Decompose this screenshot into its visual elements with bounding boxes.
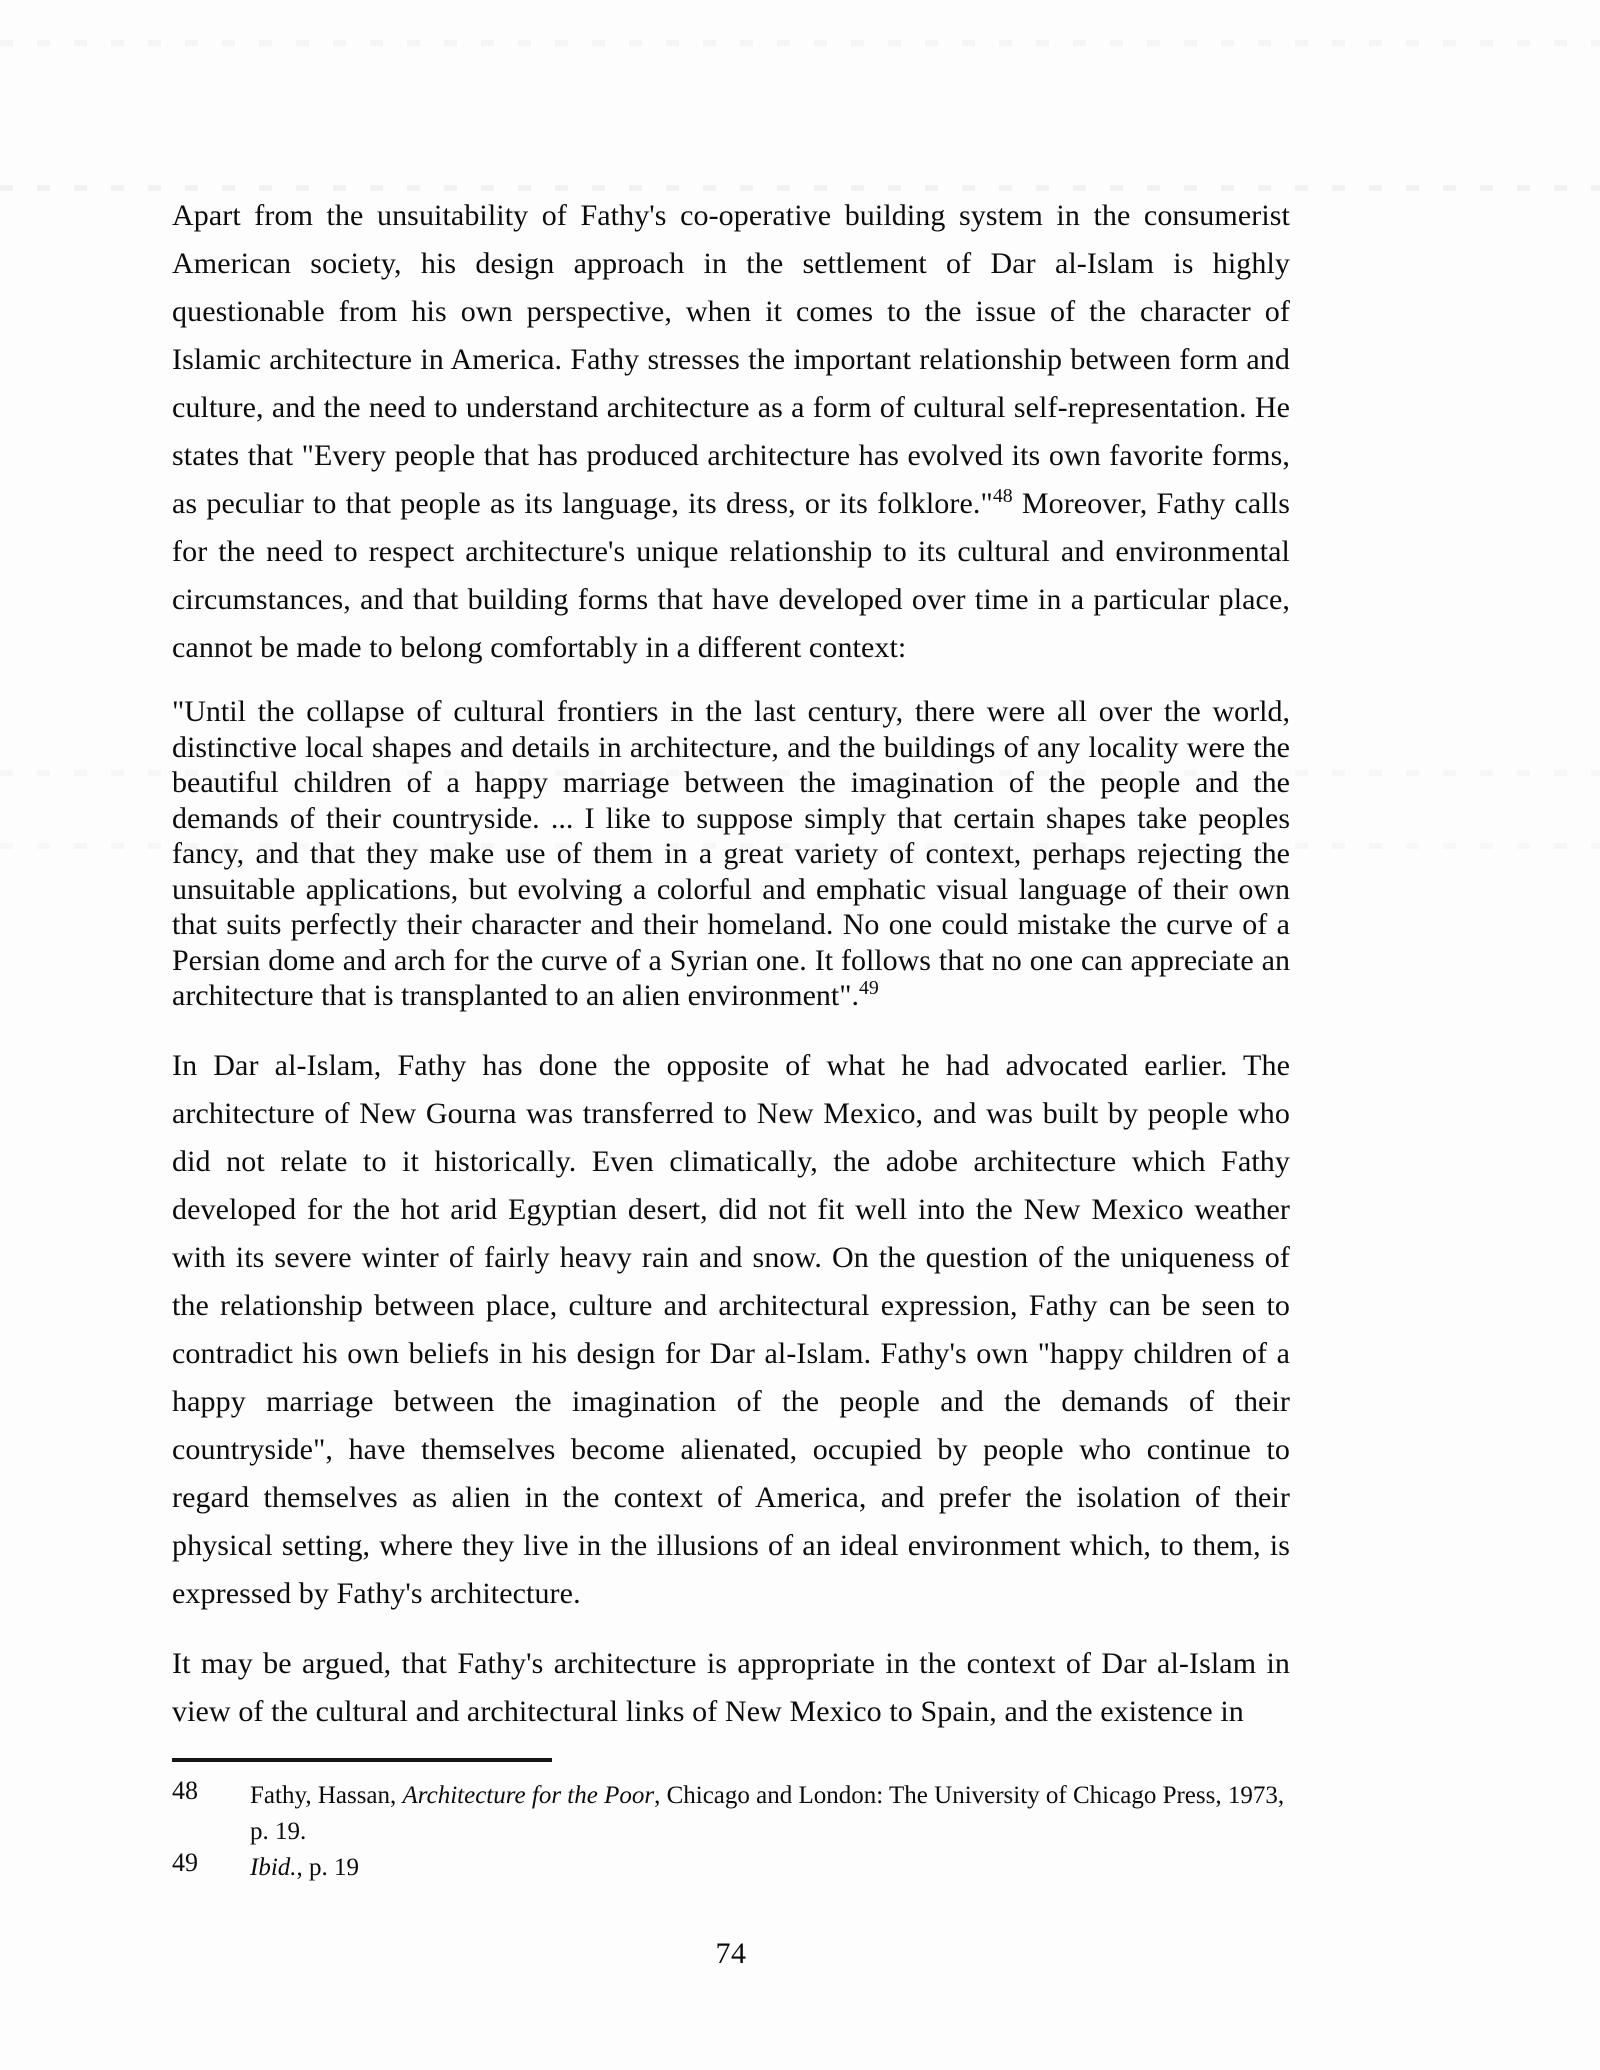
scan-artifact xyxy=(0,40,1600,46)
footnote-title-italic: Architecture for the Poor xyxy=(402,1782,655,1809)
page-number: 74 xyxy=(715,1937,747,1970)
paragraph-intro xyxy=(172,192,1290,672)
footnote-separator-rule xyxy=(172,1758,552,1762)
footnote-ref-48: 48 xyxy=(992,485,1013,507)
quote-text: "Until the collapse of cultural frontiers in the last century, there were all over the world, distinctive local shapes and details in architecture, and the buildings of any locality were the beautiful children of a happy marriage between the imagination of the people and the demands of their countryside. ... I like to suppose simply that certain shapes take peoples fancy, and that they make use of them in a great variety of context, perhaps rejecting the unsuitable applications, but evolving a colorful and emphatic visual language of their own that suits perfectly their character and their homeland. No one could mistake the curve of a Persian dome and arch for the curve of a Syrian one. It follows that no one can appreciate an architecture that is transplanted to an alien environment". xyxy=(172,695,1290,1012)
paragraph-argument: It may be argued, that Fathy's architecture is appropriate in the context of Dar al-Islam in view of the cultural and architectural links of New Mexico to Spain, and the existence in xyxy=(172,1647,1290,1728)
footnote-text-segment: , Chicago and London: The University of Chicago Press, 1973, p. 19. xyxy=(250,1782,1285,1845)
footnote-text xyxy=(250,1850,1290,1886)
footnote-ref-49: 49 xyxy=(859,977,879,999)
paragraph-text: Moreover, Fathy calls for the need to respect architecture's unique relationship to its cultural and environmental circumstances, and that building forms that have developed over time in a particular place, cannot be made to belong comfortably in a different context: xyxy=(172,487,1290,664)
footnote-number: 48 xyxy=(172,1776,198,1805)
footnotes-section xyxy=(172,1778,1290,1886)
footnote-text-segment: Fathy, Hassan, xyxy=(250,1782,403,1809)
footnote-49 xyxy=(172,1850,1290,1886)
paragraph-dar-al-islam: In Dar al-Islam, Fathy has done the opposite of what he had advocated earlier. The architecture of New Gourna was transferred to New Mexico, and was built by people who did not relate to it historically. Even climatically, the adobe architecture which Fathy developed for the hot arid Egyptian desert, did not fit well into the New Mexico weather with its severe winter of fairly heavy rain and snow. On the question of the uniqueness of the relationship between place, culture and architectural expression, Fathy can be seen to contradict his own beliefs in his design for Dar al-Islam. Fathy's own "happy children of a happy marriage between the imagination of the people and the demands of their countryside", have themselves become alienated, occupied by people who continue to regard themselves as alien in the context of America, and prefer the isolation of their physical setting, where they live in the illusions of an ideal environment which, to them, is expressed by Fathy's architecture. xyxy=(172,1049,1290,1610)
paragraph-text: Apart from the unsuitability of Fathy's co-operative building system in the consumerist American society, his design approach in the settlement of Dar al-Islam is highly questionable from his own perspective, when it comes to the issue of the character of Islamic architecture in America. Fathy stresses the important relationship between form and culture, and the need to understand architecture as a form of cultural self-representation. He states that "Every people that has produced architecture has evolved its own favorite forms, as peculiar to that people as its language, its dress, or its folklore." xyxy=(172,199,1290,520)
scan-artifact xyxy=(0,185,1600,191)
block-quote xyxy=(172,694,1290,1014)
footnote-text xyxy=(250,1778,1290,1850)
footnote-text-segment: , p. 19 xyxy=(296,1854,360,1881)
footnote-ibid-italic: Ibid. xyxy=(250,1854,297,1881)
footnote-number: 49 xyxy=(172,1848,198,1877)
footnote-48 xyxy=(172,1778,1290,1850)
